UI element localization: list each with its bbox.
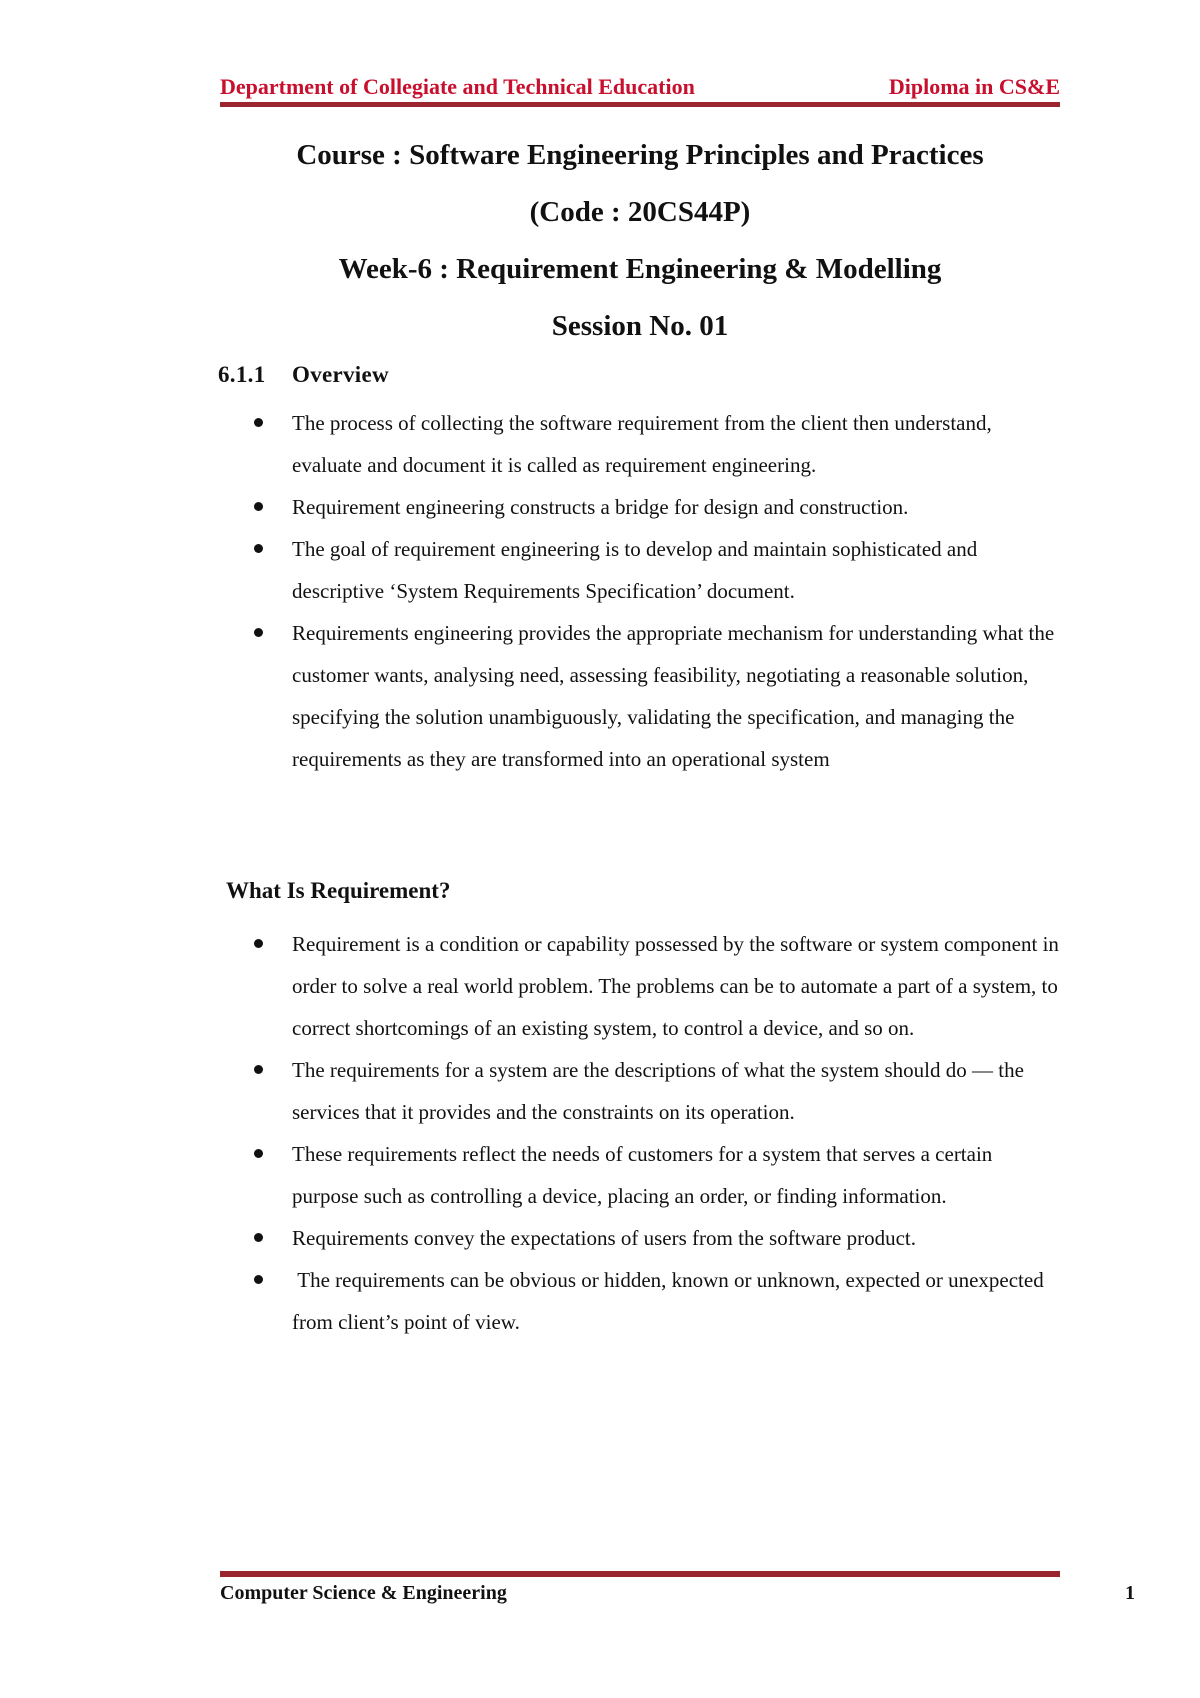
list-item [250, 1259, 1060, 1343]
what-is-list [250, 923, 1060, 1343]
page-header [220, 70, 1060, 100]
bullet-icon [254, 418, 263, 427]
list-item-text: These requirements reflect the needs of customers for a system that serves a certain purpose such as controlling a device, placing an order, or finding information. [292, 1142, 993, 1208]
list-item-text: The requirements for a system are the descriptions of what the system should do — the services that it provides and the constraints on its operation. [292, 1058, 1024, 1124]
list-item [250, 1217, 1060, 1259]
list-item [250, 486, 1060, 528]
list-item-text: Requirements convey the expectations of users from the software product. [292, 1226, 916, 1250]
header-department: Department of Collegiate and Technical Education [220, 74, 695, 99]
title-block [150, 133, 1130, 361]
list-item [250, 612, 1060, 780]
bullet-icon [254, 1065, 263, 1074]
list-item-text: Requirement is a condition or capability possessed by the software or system component in order to solve a real world problem. The problems can be to automate a part of a system, to correct shortcomings of an existing system, to control a device, and so on. [292, 932, 1059, 1040]
section-heading-overview [218, 362, 389, 388]
section-number: 6.1.1 [218, 362, 266, 387]
list-item-text: The requirements can be obvious or hidden, known or unknown, expected or unexpected from client’s point of view. [292, 1268, 1049, 1334]
list-item-text: The process of collecting the software requirement from the client then understand, evaluate and document it is called as requirement engineering. [292, 411, 992, 477]
list-item [250, 528, 1060, 612]
list-item [250, 1133, 1060, 1217]
section-title: Overview [292, 362, 389, 387]
what-is-requirement-heading: What Is Requirement? [226, 878, 451, 903]
bullet-icon [254, 939, 263, 948]
bullet-icon [254, 1149, 263, 1158]
list-item-text: Requirement engineering constructs a bridge for design and construction. [292, 495, 909, 519]
overview-list [250, 402, 1060, 780]
footer-department: Computer Science & Engineering [220, 1582, 507, 1604]
course-code: (Code : 20CS44P) [529, 196, 751, 228]
page-number: 1 [1125, 1582, 1135, 1604]
footer-rule [220, 1571, 1060, 1577]
page-footer [220, 1582, 1135, 1605]
list-item [250, 402, 1060, 486]
week-title: Week-6 : Requirement Engineering & Modelling [338, 253, 942, 285]
list-item-text: The goal of requirement engineering is to develop and maintain sophisticated and descriptive ‘System Requirements Specification’ document. [292, 537, 978, 603]
course-title: Course : Software Engineering Principles and Practices [296, 139, 984, 171]
bullet-icon [254, 502, 263, 511]
bullet-icon [254, 544, 263, 553]
session-title: Session No. 01 [551, 310, 729, 342]
bullet-icon [254, 628, 263, 637]
header-rule [220, 102, 1060, 107]
list-item [250, 923, 1060, 1049]
list-item-text: Requirements engineering provides the appropriate mechanism for understanding what the customer wants, analysing need, assessing feasibility, negotiating a reasonable solution, specifying the solution unambiguously, validating the specification, and managing the requirements as they are transformed into an operational system [292, 621, 1055, 771]
bullet-icon [254, 1233, 263, 1242]
header-program: Diploma in CS&E [888, 74, 1060, 99]
bullet-icon [254, 1275, 263, 1284]
list-item [250, 1049, 1060, 1133]
